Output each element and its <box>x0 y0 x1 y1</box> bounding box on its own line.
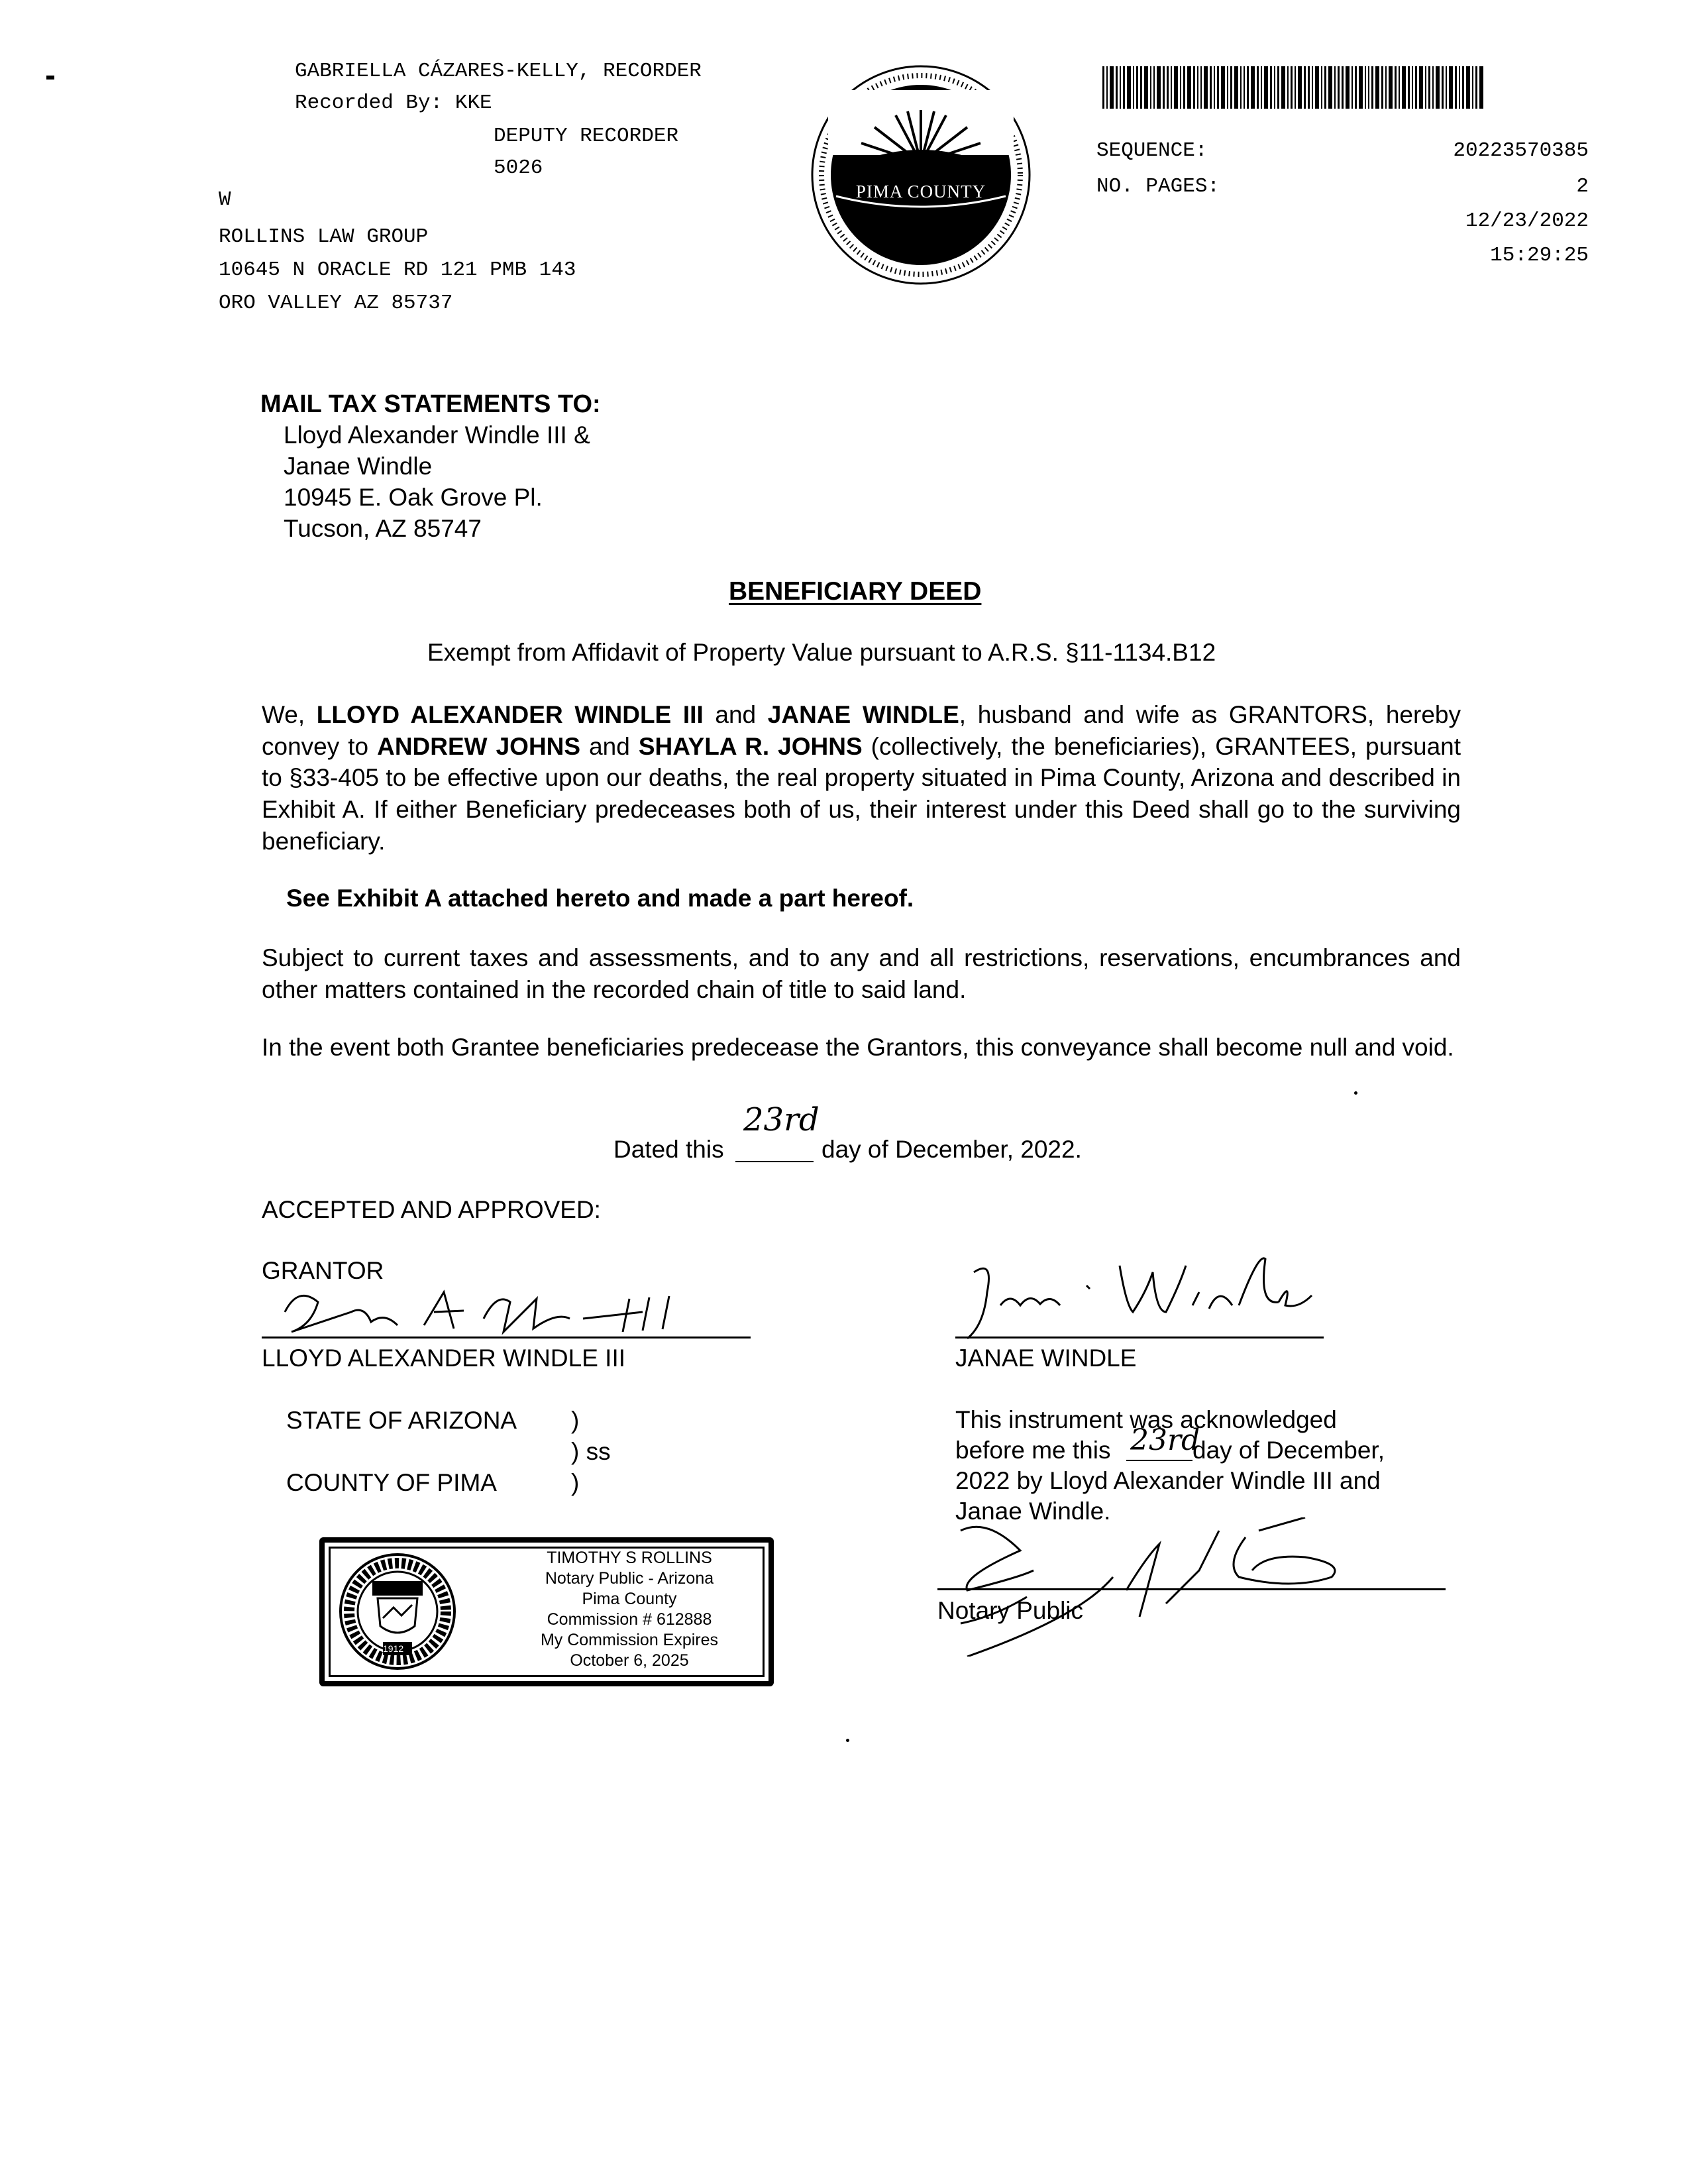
barcode-bar <box>1291 66 1293 109</box>
barcode-bar <box>1153 66 1155 109</box>
barcode-bar <box>1106 66 1108 109</box>
grantor-1-printed-name: LLOYD ALEXANDER WINDLE III <box>262 1344 626 1372</box>
dated-day-handwritten: 23rd <box>743 1101 820 1138</box>
return-line-3: ORO VALLEY AZ 85737 <box>219 292 453 315</box>
barcode-bar <box>1247 66 1249 109</box>
p1-remainder: (collectively, the beneficiaries), GRANTEES, pursuant to §33-405 to be effective upon our deaths, the real property situated in Pima County, Arizona and described in Exhibit A. If either Beneficiary predeceases both of us, their interest under this Deed shall go to the surviving beneficiary. <box>262 732 1461 855</box>
barcode-bar <box>1324 66 1326 109</box>
grantor-1-name: LLOYD ALEXANDER WINDLE III <box>316 701 704 728</box>
barcode-bar <box>1449 66 1453 109</box>
notary-stamp-text <box>497 1548 762 1671</box>
barcode-bar <box>1425 66 1426 109</box>
notary-expires-label: My Commission Expires <box>540 1631 719 1649</box>
barcode-bar <box>1359 66 1363 109</box>
ack-day-line <box>1126 1460 1192 1461</box>
p1-and-2: and <box>580 732 639 760</box>
barcode-bar <box>1102 66 1104 109</box>
mail-tax-line-1: Lloyd Alexander Windle III & <box>284 421 590 449</box>
barcode-bar <box>1193 66 1195 109</box>
barcode-bar <box>1140 66 1142 109</box>
barcode-bar <box>1120 66 1121 109</box>
ack-line-4: Janae Windle. <box>955 1498 1111 1525</box>
barcode-bar <box>1240 66 1242 109</box>
p1-intro: We, <box>262 701 317 728</box>
notary-signature-line <box>937 1588 1446 1590</box>
notary-signature <box>947 1517 1371 1657</box>
pages-value: 2 <box>1576 175 1589 198</box>
barcode-bar <box>1261 66 1262 109</box>
barcode-bar <box>1171 66 1172 109</box>
barcode-bar <box>1234 66 1238 109</box>
barcode-bar <box>1144 66 1148 109</box>
barcode-bar <box>1217 66 1219 109</box>
barcode-bar <box>1334 66 1336 109</box>
barcode-bar <box>1385 66 1387 109</box>
dated-prefix: Dated this <box>613 1136 724 1163</box>
notary-title: Notary Public - Arizona <box>545 1569 714 1588</box>
grantor-1-signature-line <box>262 1337 751 1338</box>
grantor-2-name: JANAE WINDLE <box>767 701 959 728</box>
ack-day-handwritten: 23rd <box>1130 1423 1200 1457</box>
barcode-bar <box>1133 66 1134 109</box>
barcode-bar <box>1432 66 1434 109</box>
barcode-bar <box>1210 66 1212 109</box>
barcode-bar <box>1304 66 1306 109</box>
barcode-bar <box>1281 66 1285 109</box>
seal-label: PIMA COUNTY <box>855 182 986 201</box>
exhibit-reference: See Exhibit A attached hereto and made a part hereof. <box>286 885 914 912</box>
barcode-bar <box>1270 66 1272 109</box>
barcode-bar <box>1408 66 1410 109</box>
venue-paren-1: ) <box>571 1407 580 1434</box>
pima-county-seal <box>810 64 1032 286</box>
barcode-bar <box>1312 66 1313 109</box>
barcode-bar <box>1150 66 1151 109</box>
barcode-bar <box>1395 66 1397 109</box>
barcode-bar <box>1315 66 1319 109</box>
conveyance-paragraph <box>262 699 1461 857</box>
recording-date: 12/23/2022 <box>1465 209 1589 233</box>
scan-speck <box>46 76 54 80</box>
barcode-bar <box>1244 66 1245 109</box>
recorded-by: Recorded By: KKE <box>295 91 492 115</box>
barcode-bar <box>1200 66 1202 109</box>
barcode-bar <box>1167 66 1169 109</box>
ack-line-1: This instrument was acknowledged <box>955 1406 1337 1433</box>
barcode-bar <box>1466 66 1470 109</box>
barcode-bar <box>1187 66 1191 109</box>
barcode-bar <box>1475 66 1477 109</box>
recorder-name: GABRIELLA CÁZARES-KELLY, RECORDER <box>295 60 702 83</box>
deputy-number: 5026 <box>494 156 543 180</box>
barcode-bar <box>1389 66 1393 109</box>
barcode-bar <box>1174 66 1178 109</box>
barcode-bar <box>1375 66 1379 109</box>
notary-expires-date: October 6, 2025 <box>570 1651 689 1670</box>
mail-tax-line-3: 10945 E. Oak Grove Pl. <box>284 484 543 511</box>
barcode-bar <box>1428 66 1430 109</box>
barcode-bar <box>1419 66 1423 109</box>
grantee-2-name: SHAYLA R. JOHNS <box>638 732 863 760</box>
barcode-bar <box>1221 66 1225 109</box>
barcode-bar <box>1436 66 1440 109</box>
sequence-value: 20223570385 <box>1453 139 1589 162</box>
barcode-bar <box>1399 66 1400 109</box>
barcode-bar <box>1355 66 1357 109</box>
venue-ss: ) ss <box>571 1438 611 1465</box>
barcode-bar <box>1479 66 1483 109</box>
grantor-1-signature <box>272 1272 709 1345</box>
barcode-bar <box>1251 66 1255 109</box>
null-void-paragraph: In the event both Grantee beneficiaries predecease the Grantors, this conveyance shall become null and void. <box>262 1034 1454 1061</box>
barcode-bar <box>1371 66 1373 109</box>
recording-marker: W <box>219 188 231 211</box>
notary-name: TIMOTHY S ROLLINS <box>547 1549 712 1567</box>
barcode-bar <box>1183 66 1185 109</box>
barcode-bar <box>1295 66 1296 109</box>
barcode-bar <box>1180 66 1181 109</box>
barcode-bar <box>1264 66 1268 109</box>
barcode-bar <box>1415 66 1417 109</box>
barcode-bar <box>1321 66 1322 109</box>
scan-speck <box>1354 1091 1357 1095</box>
barcode-bar <box>1346 66 1350 109</box>
barcode-bar <box>1127 66 1131 109</box>
barcode-bar <box>1455 66 1457 109</box>
barcode-bar <box>1136 66 1138 109</box>
grantor-2-printed-name: JANAE WINDLE <box>955 1344 1137 1372</box>
sequence-label: SEQUENCE: <box>1096 139 1208 162</box>
grantee-1-name: ANDREW JOHNS <box>377 732 581 760</box>
barcode <box>1102 66 1544 109</box>
grantor-2-signature-line <box>955 1337 1324 1338</box>
grantor-2-signature <box>947 1246 1318 1345</box>
notary-county: Pima County <box>582 1590 677 1608</box>
return-line-2: 10645 N ORACLE RD 121 PMB 143 <box>219 258 576 282</box>
exempt-statement: Exempt from Affidavit of Property Value pursuant to A.R.S. §11-1134.B12 <box>427 639 1216 666</box>
ack-line-2-prefix: before me this <box>955 1437 1111 1464</box>
barcode-bar <box>1214 66 1215 109</box>
barcode-bar <box>1277 66 1279 109</box>
barcode-bar <box>1328 66 1332 109</box>
recording-time: 15:29:25 <box>1490 244 1589 267</box>
barcode-bar <box>1352 66 1353 109</box>
barcode-bar <box>1204 66 1208 109</box>
p1-and-1: and <box>703 701 768 728</box>
mail-tax-line-2: Janae Windle <box>284 453 433 480</box>
dated-day-line <box>735 1161 814 1162</box>
dated-suffix: day of December, 2022. <box>822 1136 1082 1163</box>
barcode-bar <box>1274 66 1275 109</box>
barcode-bar <box>1442 66 1444 109</box>
seal-graphic <box>810 64 1032 286</box>
barcode-bar <box>1342 66 1344 109</box>
grantor-label: GRANTOR <box>262 1257 384 1284</box>
barcode-bar <box>1462 66 1464 109</box>
barcode-bar <box>1308 66 1310 109</box>
barcode-bar <box>1110 66 1114 109</box>
pages-label: NO. PAGES: <box>1096 175 1220 198</box>
notary-stamp <box>319 1537 774 1686</box>
venue-county: COUNTY OF PIMA <box>286 1469 497 1496</box>
deputy-recorder: DEPUTY RECORDER <box>494 125 679 148</box>
venue-paren-2: ) <box>571 1469 580 1496</box>
barcode-bar <box>1257 66 1259 109</box>
barcode-bar <box>1412 66 1413 109</box>
mail-tax-line-4: Tucson, AZ 85747 <box>284 515 482 542</box>
barcode-bar <box>1157 66 1161 109</box>
arizona-seal-year: 1912 <box>383 1643 404 1654</box>
venue-state: STATE OF ARIZONA <box>286 1407 517 1434</box>
barcode-bar <box>1381 66 1383 109</box>
barcode-bar <box>1446 66 1447 109</box>
document-title: BENEFICIARY DEED <box>729 577 982 606</box>
barcode-bar <box>1402 66 1406 109</box>
barcode-bar <box>1197 66 1198 109</box>
subject-to-paragraph: Subject to current taxes and assessments, and to any and all restrictions, reservations, encumbrances and other matters contained in the recorded chain of title to said land. <box>262 944 1461 1003</box>
barcode-bar <box>1163 66 1165 109</box>
barcode-bar <box>1230 66 1232 109</box>
barcode-bar <box>1227 66 1228 109</box>
barcode-bar <box>1459 66 1460 109</box>
ack-line-2-suffix: day of December, <box>1192 1437 1385 1464</box>
barcode-bar <box>1368 66 1369 109</box>
mail-tax-heading: MAIL TAX STATEMENTS TO: <box>260 390 601 418</box>
barcode-bar <box>1298 66 1302 109</box>
barcode-bar <box>1365 66 1366 109</box>
barcode-bar <box>1123 66 1125 109</box>
scan-speck <box>846 1739 849 1742</box>
notary-commission: Commission # 612888 <box>547 1610 712 1629</box>
notary-public-label: Notary Public <box>937 1597 1084 1624</box>
return-line-1: ROLLINS LAW GROUP <box>219 225 429 248</box>
barcode-bar <box>1116 66 1118 109</box>
ack-line-3: 2022 by Lloyd Alexander Windle III and <box>955 1467 1381 1494</box>
barcode-bar <box>1287 66 1289 109</box>
barcode-bar <box>1338 66 1340 109</box>
p1-convey: , husband and wife as GRANTORS, hereby convey to <box>262 701 1461 760</box>
accepted-approved: ACCEPTED AND APPROVED: <box>262 1196 601 1223</box>
barcode-bar <box>1472 66 1473 109</box>
